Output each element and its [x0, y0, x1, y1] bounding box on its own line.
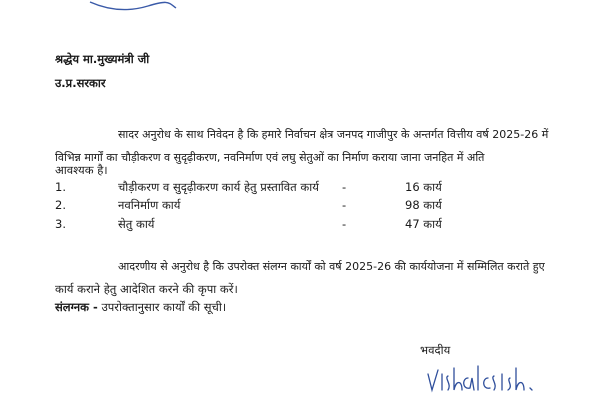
para2-line1: आदरणीय से अनुरोध है कि उपरोक्त संलग्न कार्यों को वर्ष 2025-26 की कार्ययोजना में सम्मिलित कराते हुए	[118, 260, 545, 273]
salutation: श्रद्धेय मा.मुख्यमंत्री जी	[55, 52, 150, 66]
para1-line2: विभिन्न मार्गों का चौड़ीकरण व सुदृढ़ीकरण, नवनिर्माण एवं लघु सेतुओं का निर्माण कराया जाना जनहित में अति	[55, 151, 485, 164]
item-label: चौड़ीकरण व सुदृढ़ीकरण कार्य हेतु प्रस्तावित कार्य	[118, 180, 319, 194]
item-dash: -	[342, 198, 347, 212]
para1-line3: आवश्यक है।	[55, 163, 108, 177]
enclosure-line	[55, 300, 226, 314]
item-dash: -	[342, 217, 347, 231]
para1-line1: सादर अनुरोध के साथ निवेदन है कि हमारे निर्वाचन क्षेत्र जनपद गाजीपुर के अन्तर्गत वित्तीय वर्ष 2025-26 में	[118, 128, 549, 141]
item-number: 2.	[55, 198, 66, 212]
item-count: 47 कार्य	[405, 217, 442, 231]
item-label: सेतु कार्य	[118, 217, 155, 231]
top-scribble-mark	[88, 0, 178, 14]
item-dash: -	[342, 180, 347, 194]
item-count: 98 कार्य	[405, 198, 442, 212]
item-label: नवनिर्माण कार्य	[118, 198, 181, 212]
para2-line2: कार्य कराने हेतु आदेशित करने की कृपा करें।	[55, 282, 238, 296]
enclosure-label: संलग्नक -	[55, 300, 98, 314]
addressee: उ.प्र.सरकार	[55, 76, 106, 90]
enclosure-text: उपरोक्तानुसार कार्यों की सूची।	[101, 300, 227, 314]
signature	[418, 360, 568, 400]
item-number: 3.	[55, 217, 66, 231]
item-count: 16 कार्य	[405, 180, 442, 194]
closing: भवदीय	[420, 343, 451, 357]
item-number: 1.	[55, 180, 66, 194]
